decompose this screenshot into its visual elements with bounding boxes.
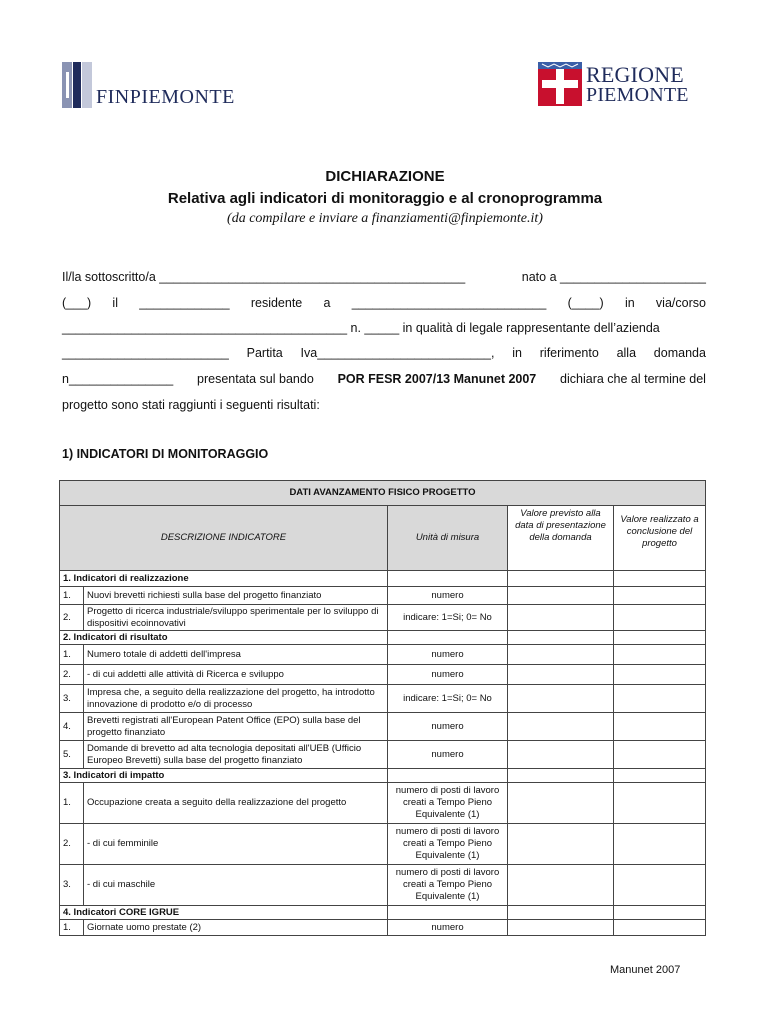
achieved-value-cell[interactable] bbox=[614, 587, 706, 605]
table-row bbox=[60, 645, 706, 665]
text: residente bbox=[250, 296, 303, 310]
residence-province-field: (____) bbox=[567, 296, 604, 310]
expected-value-cell[interactable] bbox=[508, 783, 614, 824]
table-row bbox=[60, 665, 706, 685]
undersigned-field: Il/la sottoscritto/a ____________________________________________ bbox=[62, 270, 466, 284]
section-label: 3. Indicatori di impatto bbox=[60, 769, 388, 783]
vat-field: Iva_________________________, bbox=[300, 346, 495, 360]
section-label: 4. Indicatori CORE IGRUE bbox=[60, 906, 388, 920]
body-line-4 bbox=[62, 346, 706, 360]
birthdate-field: _____________ bbox=[139, 296, 230, 310]
row-unit: numero di posti di lavoro creati a Tempo Pieno Equivalente (1) bbox=[388, 783, 508, 824]
row-number: 2. bbox=[60, 824, 84, 865]
province-field: (___) bbox=[62, 296, 92, 310]
text: dichiara che al termine del bbox=[560, 372, 706, 386]
address-field: _________________________________________ n. _____ in qualità di legale rappresentante dell’azienda bbox=[62, 321, 660, 335]
row-description: Occupazione creata a seguito della realizzazione del progetto bbox=[84, 783, 388, 824]
row-unit: numero bbox=[388, 713, 508, 741]
body-line-1 bbox=[62, 270, 706, 284]
row-unit: indicare: 1=Si; 0= No bbox=[388, 685, 508, 713]
row-unit: numero bbox=[388, 920, 508, 936]
table-header-row bbox=[60, 506, 706, 571]
table-main-header: DATI AVANZAMENTO FISICO PROGETTO bbox=[60, 481, 706, 506]
call-name: POR FESR 2007/13 Manunet 2007 bbox=[337, 372, 537, 386]
body-line-2 bbox=[62, 296, 706, 310]
page-footer: Manunet 2007 bbox=[610, 964, 681, 976]
expected-value-cell[interactable] bbox=[508, 713, 614, 741]
document-title: DICHIARAZIONE bbox=[325, 168, 445, 185]
row-number: 3. bbox=[60, 685, 84, 713]
table-main-header-row bbox=[60, 481, 706, 506]
birthplace-field: nato a _____________________ bbox=[521, 270, 706, 284]
residence-field: ____________________________ bbox=[351, 296, 547, 310]
row-unit: numero bbox=[388, 645, 508, 665]
expected-value-cell[interactable] bbox=[508, 587, 614, 605]
row-description: - di cui addetti alle attività di Ricerca e sviluppo bbox=[84, 665, 388, 685]
text: progetto sono stati raggiunti i seguenti risultati: bbox=[62, 398, 320, 412]
table-row bbox=[60, 865, 706, 906]
achieved-value-cell[interactable] bbox=[614, 783, 706, 824]
text: in bbox=[512, 346, 522, 360]
document-instruction: (da compilare e inviare a finanziamenti@finpiemonte.it) bbox=[227, 211, 543, 226]
piemonte-text: PIEMONTE bbox=[586, 84, 689, 106]
table-row bbox=[60, 741, 706, 769]
achieved-value-cell[interactable] bbox=[614, 741, 706, 769]
row-unit: numero di posti di lavoro creati a Tempo Pieno Equivalente (1) bbox=[388, 865, 508, 906]
table-row bbox=[60, 713, 706, 741]
body-line-6 bbox=[62, 398, 706, 412]
row-unit: numero bbox=[388, 741, 508, 769]
achieved-value-cell[interactable] bbox=[614, 665, 706, 685]
finpiemonte-logo bbox=[62, 62, 252, 112]
achieved-value-cell[interactable] bbox=[614, 824, 706, 865]
section-label: 1. Indicatori di realizzazione bbox=[60, 571, 388, 587]
regione-text: REGIONE bbox=[586, 62, 684, 87]
text: riferimento bbox=[539, 346, 599, 360]
row-number: 2. bbox=[60, 665, 84, 685]
text: Partita bbox=[246, 346, 283, 360]
row-number: 5. bbox=[60, 741, 84, 769]
text: domanda bbox=[653, 346, 706, 360]
section-row bbox=[60, 571, 706, 587]
row-unit: numero bbox=[388, 587, 508, 605]
text: alla bbox=[616, 346, 637, 360]
finpiemonte-wordmark: FINPIEMONTE bbox=[96, 86, 235, 108]
section-row bbox=[60, 769, 706, 783]
text: via/corso bbox=[655, 296, 706, 310]
row-description: Progetto di ricerca industriale/sviluppo sperimentale per lo sviluppo di dispositivi ecoinnovativi bbox=[84, 605, 388, 631]
application-number-field: n_______________ bbox=[62, 372, 174, 386]
body-line-3 bbox=[62, 321, 706, 335]
expected-value-cell[interactable] bbox=[508, 920, 614, 936]
expected-value-cell[interactable] bbox=[508, 824, 614, 865]
table-row bbox=[60, 605, 706, 631]
text: il bbox=[112, 296, 118, 310]
body-line-5 bbox=[62, 372, 706, 386]
row-description: Giornate uomo prestate (2) bbox=[84, 920, 388, 936]
text: in bbox=[624, 296, 635, 310]
row-number: 1. bbox=[60, 587, 84, 605]
col-header-expected: Valore previsto alla data di presentazione della domanda bbox=[508, 506, 614, 571]
row-number: 2. bbox=[60, 605, 84, 631]
table-row bbox=[60, 783, 706, 824]
section-row bbox=[60, 906, 706, 920]
row-number: 1. bbox=[60, 920, 84, 936]
row-unit: numero bbox=[388, 665, 508, 685]
row-description: Domande di brevetto ad alta tecnologia depositati all'UEB (Ufficio Europeo Brevetti) sulla base del progetto finanziato bbox=[84, 741, 388, 769]
achieved-value-cell[interactable] bbox=[614, 920, 706, 936]
row-description: Brevetti registrati all'European Patent Office (EPO) sulla base del progetto finanziato bbox=[84, 713, 388, 741]
finpiemonte-mark-icon bbox=[62, 62, 92, 108]
col-header-description: DESCRIZIONE INDICATORE bbox=[60, 506, 388, 571]
row-description: Nuovi brevetti richiesti sulla base del progetto finanziato bbox=[84, 587, 388, 605]
row-number: 4. bbox=[60, 713, 84, 741]
document-subtitle: Relativa agli indicatori di monitoraggio e al cronoprogramma bbox=[167, 190, 603, 207]
table-row bbox=[60, 685, 706, 713]
col-header-unit: Unità di misura bbox=[388, 506, 508, 571]
row-description: - di cui femminile bbox=[84, 824, 388, 865]
row-number: 1. bbox=[60, 783, 84, 824]
expected-value-cell[interactable] bbox=[508, 865, 614, 906]
text: presentata sul bando bbox=[197, 372, 314, 386]
achieved-value-cell[interactable] bbox=[614, 685, 706, 713]
table-row bbox=[60, 824, 706, 865]
row-number: 3. bbox=[60, 865, 84, 906]
regione-piemonte-logo bbox=[538, 62, 698, 110]
row-description: Numero totale di addetti dell'impresa bbox=[84, 645, 388, 665]
section-row bbox=[60, 631, 706, 645]
text: a bbox=[323, 296, 331, 310]
achieved-value-cell[interactable] bbox=[614, 645, 706, 665]
row-unit: indicare: 1=Si; 0= No bbox=[388, 605, 508, 631]
regione-flag-icon bbox=[538, 62, 582, 106]
table-row bbox=[60, 920, 706, 936]
row-description: Impresa che, a seguito della realizzazione del progetto, ha introdotto innovazione di prodotto e/o di processo bbox=[84, 685, 388, 713]
row-description: - di cui maschile bbox=[84, 865, 388, 906]
expected-value-cell[interactable] bbox=[508, 741, 614, 769]
row-unit: numero di posti di lavoro creati a Tempo Pieno Equivalente (1) bbox=[388, 824, 508, 865]
achieved-value-cell[interactable] bbox=[614, 865, 706, 906]
expected-value-cell[interactable] bbox=[508, 605, 614, 631]
expected-value-cell[interactable] bbox=[508, 665, 614, 685]
col-header-achieved: Valore realizzato a conclusione del progetto bbox=[614, 506, 706, 571]
section-heading: 1) INDICATORI DI MONITORAGGIO bbox=[62, 447, 269, 461]
expected-value-cell[interactable] bbox=[508, 645, 614, 665]
achieved-value-cell[interactable] bbox=[614, 713, 706, 741]
table-row bbox=[60, 587, 706, 605]
expected-value-cell[interactable] bbox=[508, 685, 614, 713]
indicators-table bbox=[59, 480, 706, 936]
achieved-value-cell[interactable] bbox=[614, 605, 706, 631]
company-field: ________________________ bbox=[62, 346, 229, 360]
row-number: 1. bbox=[60, 645, 84, 665]
section-label: 2. Indicatori di risultato bbox=[60, 631, 388, 645]
